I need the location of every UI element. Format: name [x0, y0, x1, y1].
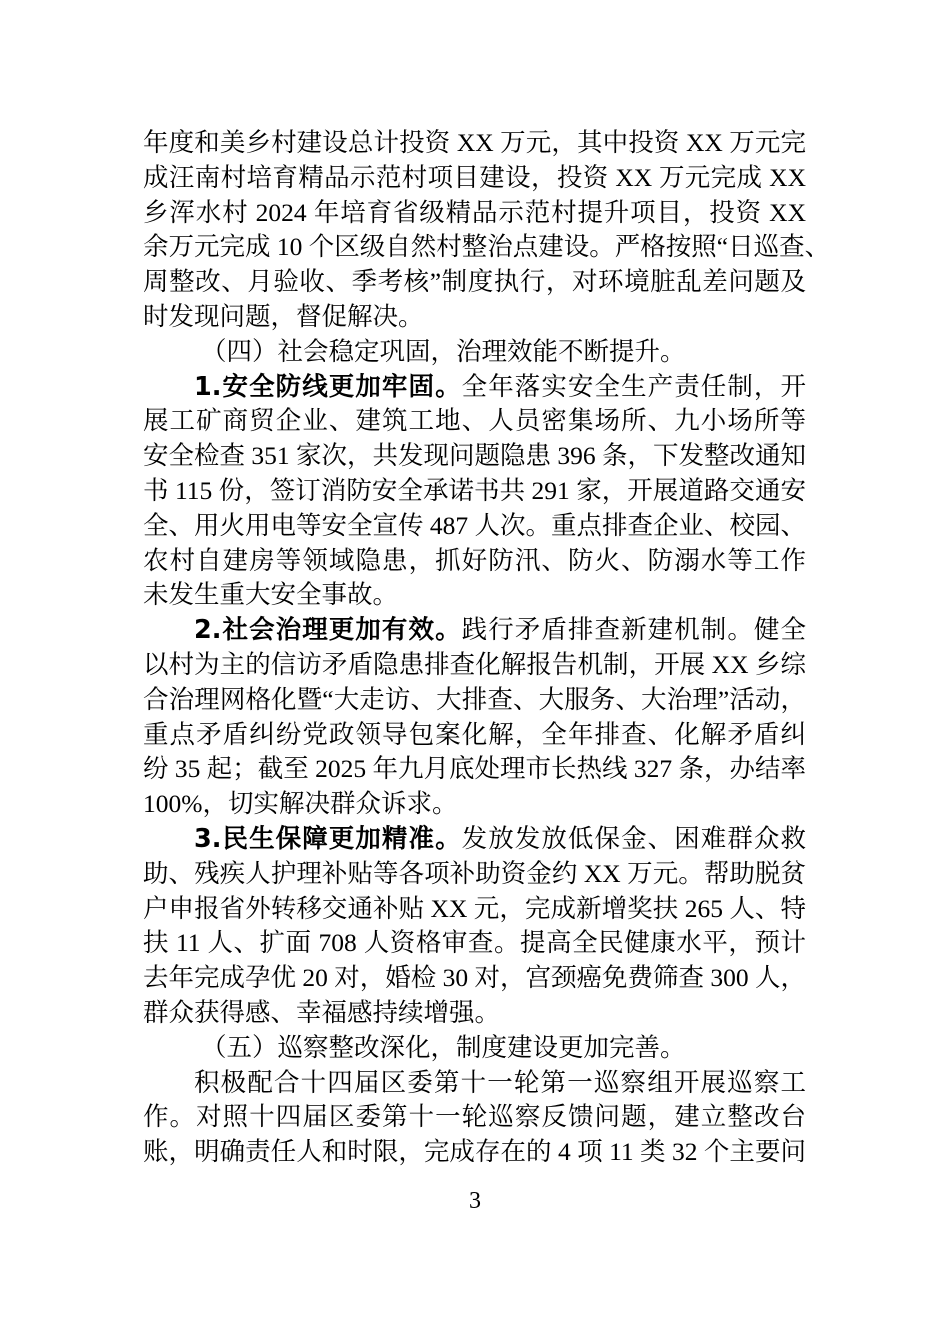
line-text: 扶 11 人、扩面 708 人资格审查。提高全民健康水平，预计: [143, 928, 806, 958]
text-line: [143, 578, 806, 613]
document-body: [143, 126, 831, 1170]
text-line: [143, 961, 806, 996]
line-text: 助、残疾人护理补贴等各项补助资金约 XX 万元。帮助脱贫: [143, 858, 806, 888]
text-line: [143, 161, 806, 196]
text-line: [143, 718, 806, 753]
bold-lead-heading: 3.民生保障更加精准。: [194, 823, 462, 854]
text-line: [143, 1066, 806, 1101]
text-line: [143, 265, 806, 300]
text-line: [143, 474, 806, 509]
section-heading: [143, 335, 806, 370]
line-text: 重点矛盾纠纷党政领导包案化解，全年排查、化解矛盾纠: [143, 719, 806, 749]
line-text: 安全检查 351 家次，共发现问题隐患 396 条，下发整改通知: [143, 441, 807, 471]
section-heading: [143, 1031, 806, 1066]
line-text: 时发现问题，督促解决。: [143, 301, 424, 331]
line-text: （四）社会稳定巩固，治理效能不断提升。: [201, 336, 686, 366]
text-line: [143, 926, 806, 961]
line-text: 账，明确责任人和时限，完成存在的 4 项 11 类 32 个主要问: [143, 1137, 806, 1167]
line-text: 作。对照十四届区委第十一轮巡察反馈问题，建立整改台: [143, 1102, 806, 1132]
text-line: [143, 126, 806, 161]
bold-lead-heading: 2.社会治理更加有效。: [194, 615, 462, 646]
text-line: [143, 1135, 806, 1170]
line-text: 全年落实安全生产责任制，开: [461, 371, 806, 401]
text-line: [143, 648, 806, 683]
line-text: 展工矿商贸企业、建筑工地、人员密集场所、九小场所等: [143, 406, 806, 436]
line-text: （五）巡察整改深化，制度建设更加完善。: [201, 1032, 686, 1062]
line-text: 书 115 份，签订消防安全承诺书共 291 家，开展道路交通安: [143, 475, 806, 505]
text-line: [143, 613, 806, 648]
text-line: [143, 752, 806, 787]
text-line: [143, 892, 806, 927]
text-line: [143, 196, 806, 231]
line-text: 100%，切实解决群众诉求。: [143, 789, 458, 819]
line-text: 积极配合十四届区委第十一轮第一巡察组开展巡察工: [194, 1067, 806, 1097]
line-text: 乡浑水村 2024 年培育省级精品示范村提升项目，投资 XX: [143, 197, 806, 227]
line-text: 发放发放低保金、困难群众救: [461, 823, 806, 853]
text-line: [143, 439, 806, 474]
line-text: 纷 35 起；截至 2025 年九月底处理市长热线 327 条，办结率: [143, 754, 807, 784]
line-text: 成汪南村培育精品示范村项目建设，投资 XX 万元完成 XX: [143, 162, 806, 192]
text-line: [143, 370, 806, 405]
line-text: 余万元完成 10 个区级自然村整治点建设。严格按照“日巡查、: [143, 232, 831, 262]
text-line: [143, 822, 806, 857]
line-text: 以村为主的信访矛盾隐患排查化解报告机制，开展 XX 乡综: [143, 649, 806, 679]
line-text: 农村自建房等领域隐患，抓好防汛、防火、防溺水等工作: [143, 545, 806, 575]
text-line: [143, 230, 831, 265]
text-line: [143, 544, 806, 579]
line-text: 未发生重大安全事故。: [143, 580, 399, 610]
page-number: 3: [469, 1188, 481, 1214]
line-text: 合治理网格化暨“大走访、大排查、大服务、大治理”活动，: [143, 684, 806, 714]
line-text: 户申报省外转移交通补贴 XX 元，完成新增奖扶 265 人、特: [143, 893, 806, 923]
text-line: [143, 857, 806, 892]
line-text: 去年完成孕优 20 对，婚检 30 对，宫颈癌免费筛查 300 人，: [143, 963, 807, 993]
text-line: [143, 404, 806, 439]
text-line: [143, 787, 806, 822]
bold-lead-heading: 1.安全防线更加牢固。: [194, 371, 462, 402]
text-line: [143, 509, 806, 544]
line-text: 年度和美乡村建设总计投资 XX 万元，其中投资 XX 万元完: [143, 128, 806, 157]
text-line: [143, 1100, 806, 1135]
text-line: [143, 996, 806, 1031]
line-text: 周整改、月验收、季考核”制度执行，对环境脏乱差问题及: [143, 267, 806, 297]
line-text: 践行矛盾排查新建机制。健全: [461, 615, 806, 645]
text-line: [143, 683, 806, 718]
text-line: [143, 300, 806, 335]
line-text: 群众获得感、幸福感持续增强。: [143, 997, 501, 1027]
line-text: 全、用火用电等安全宣传 487 人次。重点排查企业、校园、: [143, 510, 807, 540]
